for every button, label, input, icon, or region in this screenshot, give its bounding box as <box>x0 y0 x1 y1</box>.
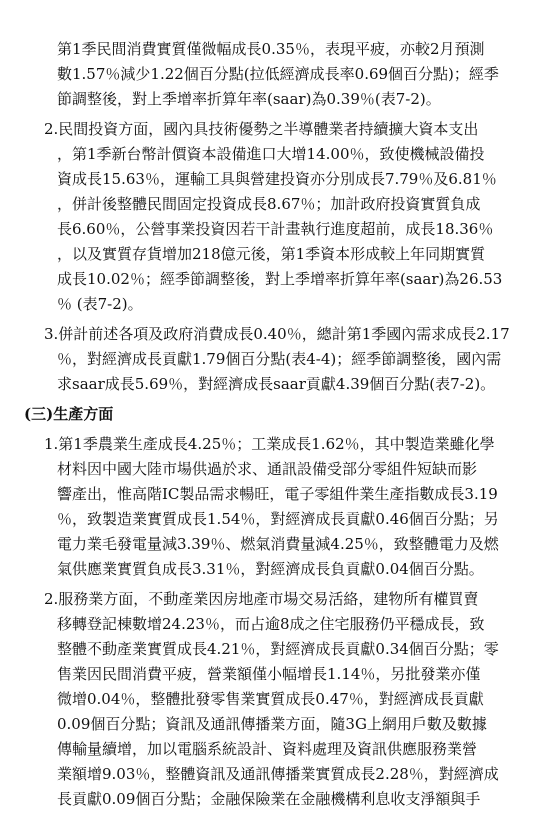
text-line: 售業因民間消費平疲，營業額僅小幅增長1.14％，另批發業亦僅 <box>57 665 481 683</box>
text-line: 氣供應業實質負成長3.31％，對經濟成長負貢獻0.04個百分點。 <box>57 560 484 578</box>
text-line: 傳輸量續增，加以電腦系統設計、資料處理及資訊供應服務業營 <box>57 740 478 758</box>
text-line: 長貢獻0.09個百分點；金融保險業在金融機構利息收支淨額與手 <box>57 790 481 808</box>
text-line: ，併計後整體民間固定投資成長8.67％；加計政府投資實質負成 <box>57 195 481 213</box>
text-line: 響產出，惟高階IC製品需求暢旺，電子零組件業生產指數成長3.19 <box>57 485 498 503</box>
section-heading: (三)生產方面 <box>24 405 114 423</box>
text-line: 2.民間投資方面，國內具技術優勢之半導體業者持續擴大資本支出 <box>44 120 479 138</box>
text-line: ％，致製造業實質成長1.54％，對經濟成長貢獻0.46個百分點；另 <box>57 510 499 528</box>
text-line: ％ (表7-2)。 <box>57 295 143 313</box>
text-line: 微增0.04％，整體批發零售業實質成長0.47％，對經濟成長貢獻 <box>57 690 484 708</box>
text-line: 2.服務業方面，不動產業因房地產市場交易活絡，建物所有權買賣 <box>44 590 479 608</box>
text-line: 成長10.02％；經季節調整後，對上季增率折算年率(saar)為26.53 <box>57 270 503 288</box>
text-line: 資成長15.63％，運輸工具與營建投資亦分別成長7.79％及6.81％ <box>57 170 497 188</box>
text-line: 長6.60％，公營事業投資因若干計畫執行進度超前，成長18.36％ <box>57 220 494 238</box>
text-line: 電力業毛發電量減3.39％、燃氣消費量減4.25％，致整體電力及燃 <box>57 535 499 553</box>
text-line: ，以及實質存貨增加218億元後，第1季資本形成較上年同期實質 <box>57 245 486 263</box>
text-line: 移轉登記棟數增24.23％，而占逾8成之住宅服務仍平穩成長，致 <box>57 615 485 633</box>
text-line: 節調整後，對上季增率折算年率(saar)為0.39％(表7-2)。 <box>57 90 441 108</box>
text-line: 整體不動產業實質成長4.21％，對經濟成長貢獻0.34個百分點；零 <box>57 640 499 658</box>
text-line: 業額增9.03％，整體資訊及通訊傳播業實質成長2.28％，對經濟成 <box>57 765 499 783</box>
text-line: 材料因中國大陸市場供過於求、通訊設備受部分零組件短缺而影 <box>57 460 478 478</box>
text-line: 3.併計前述各項及政府消費成長0.40％，總計第1季國內需求成長2.17 <box>44 325 510 343</box>
text-line: ，第1季新台幣計價資本設備進口大增14.00％，致使機械設備投 <box>57 145 485 163</box>
text-line: 第1季民間消費實質僅微幅成長0.35％，表現平疲，亦較2月預測 <box>57 40 485 58</box>
text-line: ％，對經濟成長貢獻1.79個百分點(表4-4)；經季節調整後，國內需 <box>57 350 502 368</box>
text-line: 數1.57％減少1.22個百分點(拉低經濟成長率0.69個百分點)；經季 <box>57 65 499 83</box>
text-line: 1.第1季農業生產成長4.25％；工業成長1.62％，其中製造業雖化學 <box>44 435 495 453</box>
text-line: 0.09個百分點；資訊及通訊傳播業方面，隨3G上網用戶數及數據 <box>57 715 487 733</box>
text-line: 求saar成長5.69％，對經濟成長saar貢獻4.39個百分點(表7-2)。 <box>57 375 496 393</box>
